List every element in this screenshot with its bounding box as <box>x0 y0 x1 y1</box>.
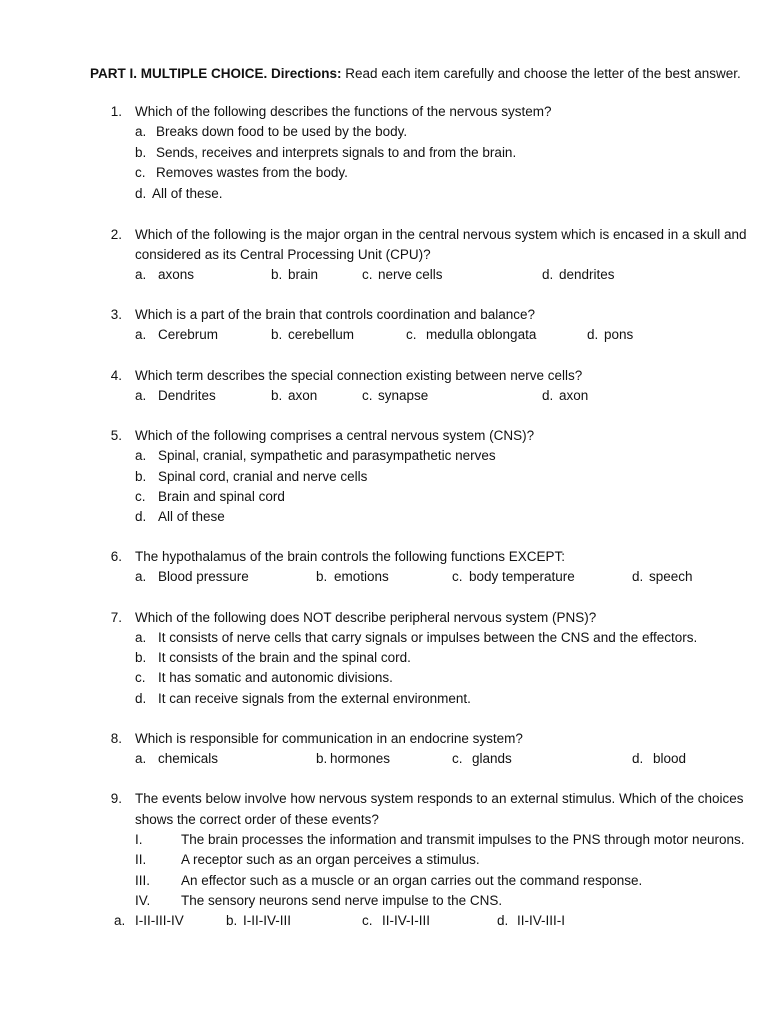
choice-letter: a. <box>135 327 147 342</box>
choice-text: All of these <box>158 509 225 524</box>
choice-text: It consists of the brain and the spinal cord. <box>158 650 411 665</box>
choice-text: chemicals <box>158 751 219 766</box>
question-number: 7. <box>110 610 122 625</box>
choice-letter: a. <box>135 569 147 584</box>
choice-letter: a. <box>135 267 147 282</box>
choice-text: I-II-IV-III <box>243 913 292 928</box>
choice-text: II-IV-III-I <box>517 913 566 928</box>
question-number: 3. <box>110 307 122 322</box>
choice-text: Blood pressure <box>158 569 249 584</box>
choice-text: Breaks down food to be used by the body. <box>156 124 408 139</box>
choice-letter: b. <box>135 469 147 484</box>
question-text: Which of the following is the major organ in the central nervous system which is encased in a skull and <box>135 227 747 242</box>
choice-text: Sends, receives and interprets signals to and from the brain. <box>156 145 517 160</box>
choice-text: It has somatic and autonomic divisions. <box>158 670 393 685</box>
choice-text: pons <box>604 327 634 342</box>
choice-text: Dendrites <box>158 388 216 403</box>
choice-text: synapse <box>378 388 429 403</box>
choice-text: medulla oblongata <box>426 327 537 342</box>
choice-text: emotions <box>334 569 389 584</box>
directions-label: Directions: <box>271 66 342 81</box>
choice-letter: c. <box>362 388 373 403</box>
question-number: 8. <box>110 731 122 746</box>
choice-letter: c. <box>135 165 146 180</box>
choice-letter: a. <box>135 751 147 766</box>
choice-letter: d. <box>542 267 554 282</box>
choice-letter: c. <box>135 489 146 504</box>
part-header <box>90 66 741 81</box>
event-numeral: II. <box>135 852 147 867</box>
choice-letter: c. <box>452 751 463 766</box>
question-number: 9. <box>110 791 122 806</box>
choice-letter: b. <box>135 145 147 160</box>
choice-text: body temperature <box>469 569 575 584</box>
choice-text: glands <box>472 751 512 766</box>
choice-text: II-IV-I-III <box>382 913 431 928</box>
question-text: shows the correct order of these events? <box>135 812 379 827</box>
choice-text: It can receive signals from the external environment. <box>158 691 471 706</box>
choice-text: speech <box>649 569 693 584</box>
question-text: Which is a part of the brain that controls coordination and balance? <box>135 307 535 322</box>
question-text: Which is responsible for communication in an endocrine system? <box>135 731 523 746</box>
directions-text: Read each item carefully and choose the letter of the best answer. <box>345 66 741 81</box>
choice-text: I-II-III-IV <box>135 913 184 928</box>
choice-letter: a. <box>114 913 126 928</box>
event-numeral: I. <box>135 832 143 847</box>
choice-letter: a. <box>135 630 147 645</box>
question-number: 4. <box>110 368 122 383</box>
event-text: An effector such as a muscle or an organ carries out the command response. <box>181 873 643 888</box>
choice-text: axons <box>158 267 195 282</box>
choice-text: Cerebrum <box>158 327 219 342</box>
event-text: The brain processes the information and transmit impulses to the PNS through motor neurons. <box>181 832 745 847</box>
choice-letter: d. <box>632 569 644 584</box>
choice-letter: b. <box>226 913 238 928</box>
choice-letter: d. <box>497 913 509 928</box>
question-text: Which of the following comprises a central nervous system (CNS)? <box>135 428 535 443</box>
event-text: The sensory neurons send nerve impulse to the CNS. <box>181 893 503 908</box>
choice-letter: a. <box>135 124 147 139</box>
choice-letter: b. <box>316 569 328 584</box>
event-text: A receptor such as an organ perceives a stimulus. <box>181 852 480 867</box>
question-text: Which term describes the special connection existing between nerve cells? <box>135 368 583 383</box>
question-number: 1. <box>110 104 122 119</box>
choice-text: axon <box>288 388 318 403</box>
event-numeral: IV. <box>135 893 151 908</box>
choice-text: It consists of nerve cells that carry signals or impulses between the CNS and the effectors. <box>158 630 698 645</box>
choice-letter: d. <box>542 388 554 403</box>
question-text: The hypothalamus of the brain controls the following functions EXCEPT: <box>135 549 565 564</box>
choice-text: Brain and spinal cord <box>158 489 285 504</box>
choice-text: blood <box>653 751 687 766</box>
choice-letter: b. <box>271 327 283 342</box>
choice-text: Spinal cord, cranial and nerve cells <box>158 469 368 484</box>
choice-letter: c. <box>135 670 146 685</box>
choice-letter: b. <box>271 267 283 282</box>
choice-letter: d. <box>135 691 147 706</box>
choice-text: hormones <box>330 751 391 766</box>
choice-letter: d. <box>135 509 147 524</box>
choice-letter: c. <box>406 327 417 342</box>
choice-letter: d. <box>135 186 147 201</box>
choice-letter: b. <box>271 388 283 403</box>
choice-letter: c. <box>362 913 373 928</box>
choice-text: Spinal, cranial, sympathetic and parasympathetic nerves <box>158 448 496 463</box>
question-number: 5. <box>110 428 122 443</box>
question-text: considered as its Central Processing Unit (CPU)? <box>135 247 431 262</box>
choice-letter: d. <box>632 751 644 766</box>
choice-text: nerve cells <box>378 267 443 282</box>
choice-letter: c. <box>452 569 463 584</box>
question-number: 2. <box>110 227 122 242</box>
question-number: 6. <box>110 549 122 564</box>
question-text: Which of the following does NOT describe peripheral nervous system (PNS)? <box>135 610 597 625</box>
event-numeral: III. <box>135 873 151 888</box>
choice-letter: b. <box>316 751 328 766</box>
choice-letter: b. <box>135 650 147 665</box>
choice-text: Removes wastes from the body. <box>156 165 348 180</box>
choice-text: dendrites <box>559 267 615 282</box>
choice-text: All of these. <box>152 186 223 201</box>
choice-letter: a. <box>135 448 147 463</box>
question-text: Which of the following describes the functions of the nervous system? <box>135 104 552 119</box>
choice-letter: d. <box>587 327 599 342</box>
choice-text: brain <box>288 267 319 282</box>
choice-letter: c. <box>362 267 373 282</box>
question-text: The events below involve how nervous system responds to an external stimulus. Which of the choices <box>135 791 744 806</box>
choice-text: cerebellum <box>288 327 355 342</box>
choice-text: axon <box>559 388 589 403</box>
choice-letter: a. <box>135 388 147 403</box>
part-title: PART I. MULTIPLE CHOICE. <box>90 66 268 81</box>
